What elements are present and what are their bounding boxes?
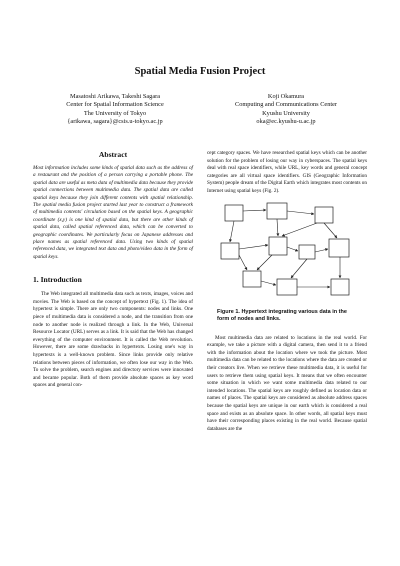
author-1 bbox=[40, 93, 190, 126]
hypertext-link bbox=[291, 259, 307, 278]
author-block bbox=[0, 93, 400, 133]
hypertext-diagram bbox=[207, 199, 367, 307]
introduction-continued-text: cept category spaces. We have researched spatial keys which can be another solution for the problem of losing our way in cyberspaces. The spatial keys deal with real space identifiers, while URL, key words and general concept categories are all virtual space identifiers. GIS (Geographic Information System) people dream of the Digital Earth which integrates most contents on Internet using spatial keys (Fig. 2). bbox=[207, 150, 367, 194]
author-2-affiliation-1: Computing and Communications Center bbox=[235, 101, 337, 109]
hypertext-node-5 bbox=[269, 237, 287, 255]
introduction-text: The Web integrated all multimedia data such as texts, images, voices and movies. The Web is based on the concept of hypertext (Fig. 1). The idea of hypertext is simple. There are only two components: nodes and links. One piece of multimedia data is considered a node, and the transition from one node to another node is realized through a link. In the Web, Universal Resource Locator (URL) serves as a link. It is said that the Web has changed everything of the computer environment. It is called the Web revolution. However, there are some drawbacks in hypertexts. Losing one's way in hypertexts is a well-known problem. Since links provide only relative relations between pieces of information, we often lose our way in the Web. To solve the problem, search engines and directory services were innovated and became popular. Both of them provide absolute spaces as key word spaces and general con- bbox=[33, 291, 193, 389]
author-1-name: Masatoshi Arikawa, Takeshi Sagara bbox=[69, 93, 161, 100]
author-2-affiliation-2: Kyushu University bbox=[262, 109, 310, 117]
author-1-affiliation-2: The University of Tokyo bbox=[83, 109, 147, 117]
abstract-text: Most information includes some kinds of spatial data such as the address of a restaurant and the position of a person carrying a portable phone. The spatial data are useful as meta data of multimedia data because they provide spatial connections between multimedia data. The spatial data are called spatial keys because they join different contents with spatial relationship. The spatial media fusion project started last year to construct a framework of multimedia contents' circulation based on the spatial keys. A geographic coordinate (x,y) is one kind of spatial data, but there are other kinds of spatial data, called spatial referenced data, which can be converted to geographic coordinates. We particularly focus on Japanese addresses and place names as spatial referenced data. Using two kinds of spatial referenced data, we integrated text data and photo/video data in the form of spatial keys. bbox=[33, 165, 193, 260]
hypertext-link bbox=[282, 223, 317, 236]
hypertext-link bbox=[287, 211, 314, 214]
abstract-heading: Abstract bbox=[98, 150, 128, 159]
hypertext-link bbox=[261, 281, 276, 285]
author-2-name: Koji Okamura bbox=[267, 93, 305, 100]
left-column bbox=[33, 150, 193, 390]
hypertext-node-1 bbox=[225, 205, 243, 221]
hypertext-link bbox=[324, 223, 337, 238]
hypertext-node-4 bbox=[221, 243, 239, 259]
hypertext-link bbox=[277, 219, 278, 236]
hypertext-link bbox=[239, 255, 247, 270]
paper-title: Spatial Media Fusion Project bbox=[134, 66, 266, 77]
hypertext-node-6 bbox=[299, 245, 315, 259]
author-1-affiliation-1: Center for Spatial Information Science bbox=[66, 101, 164, 109]
author-1-email: {arikawa, sagara}@csis.u-tokyo.ac.jp bbox=[67, 117, 163, 125]
hypertext-node-8 bbox=[243, 271, 261, 287]
author-2 bbox=[206, 93, 366, 126]
hypertext-node-9 bbox=[277, 279, 297, 295]
right-body-text: Most multimedia data are related to locations in the real world. For example, we take a picture with a digital camera, then send it to a friend with the information about the location where we took the picture. Most multimedia data can be related to the locations where the data are created or their creators live. When we retrieve these multimedia data, it is useful for users to retrieve them using spatial keys. It means that we often encounter some situation in which we want some multimedia data related to our intended locations. The spatial keys are roughly defined as location data or names of places. The spatial keys are considered as absolute address spaces because the spatial keys are unique in our earth which is considered a real space and exists as an absolute space. In other words, all spatial keys must have their corresponding places existing in the real world. Because spatial databases are the bbox=[207, 334, 367, 432]
hypertext-link bbox=[239, 245, 268, 249]
right-column bbox=[207, 150, 367, 433]
hypertext-node-7 bbox=[329, 239, 349, 257]
hypertext-link bbox=[243, 210, 266, 211]
hypertext-node-2 bbox=[267, 203, 287, 219]
author-2-email: oka@ec.kyushu-u.ac.jp bbox=[256, 117, 316, 125]
hypertext-node-3 bbox=[315, 207, 333, 223]
figure-1 bbox=[207, 199, 367, 307]
hypertext-link bbox=[230, 221, 234, 242]
hypertext-link bbox=[257, 255, 272, 270]
hypertext-node-10 bbox=[331, 279, 349, 295]
hypertext-link bbox=[287, 247, 298, 251]
figure-1-caption: Figure 1. Hypertext integrating various data in the form of nodes and links. bbox=[217, 308, 347, 322]
introduction-heading: 1. Introduction bbox=[33, 275, 82, 285]
hypertext-link bbox=[315, 249, 328, 252]
